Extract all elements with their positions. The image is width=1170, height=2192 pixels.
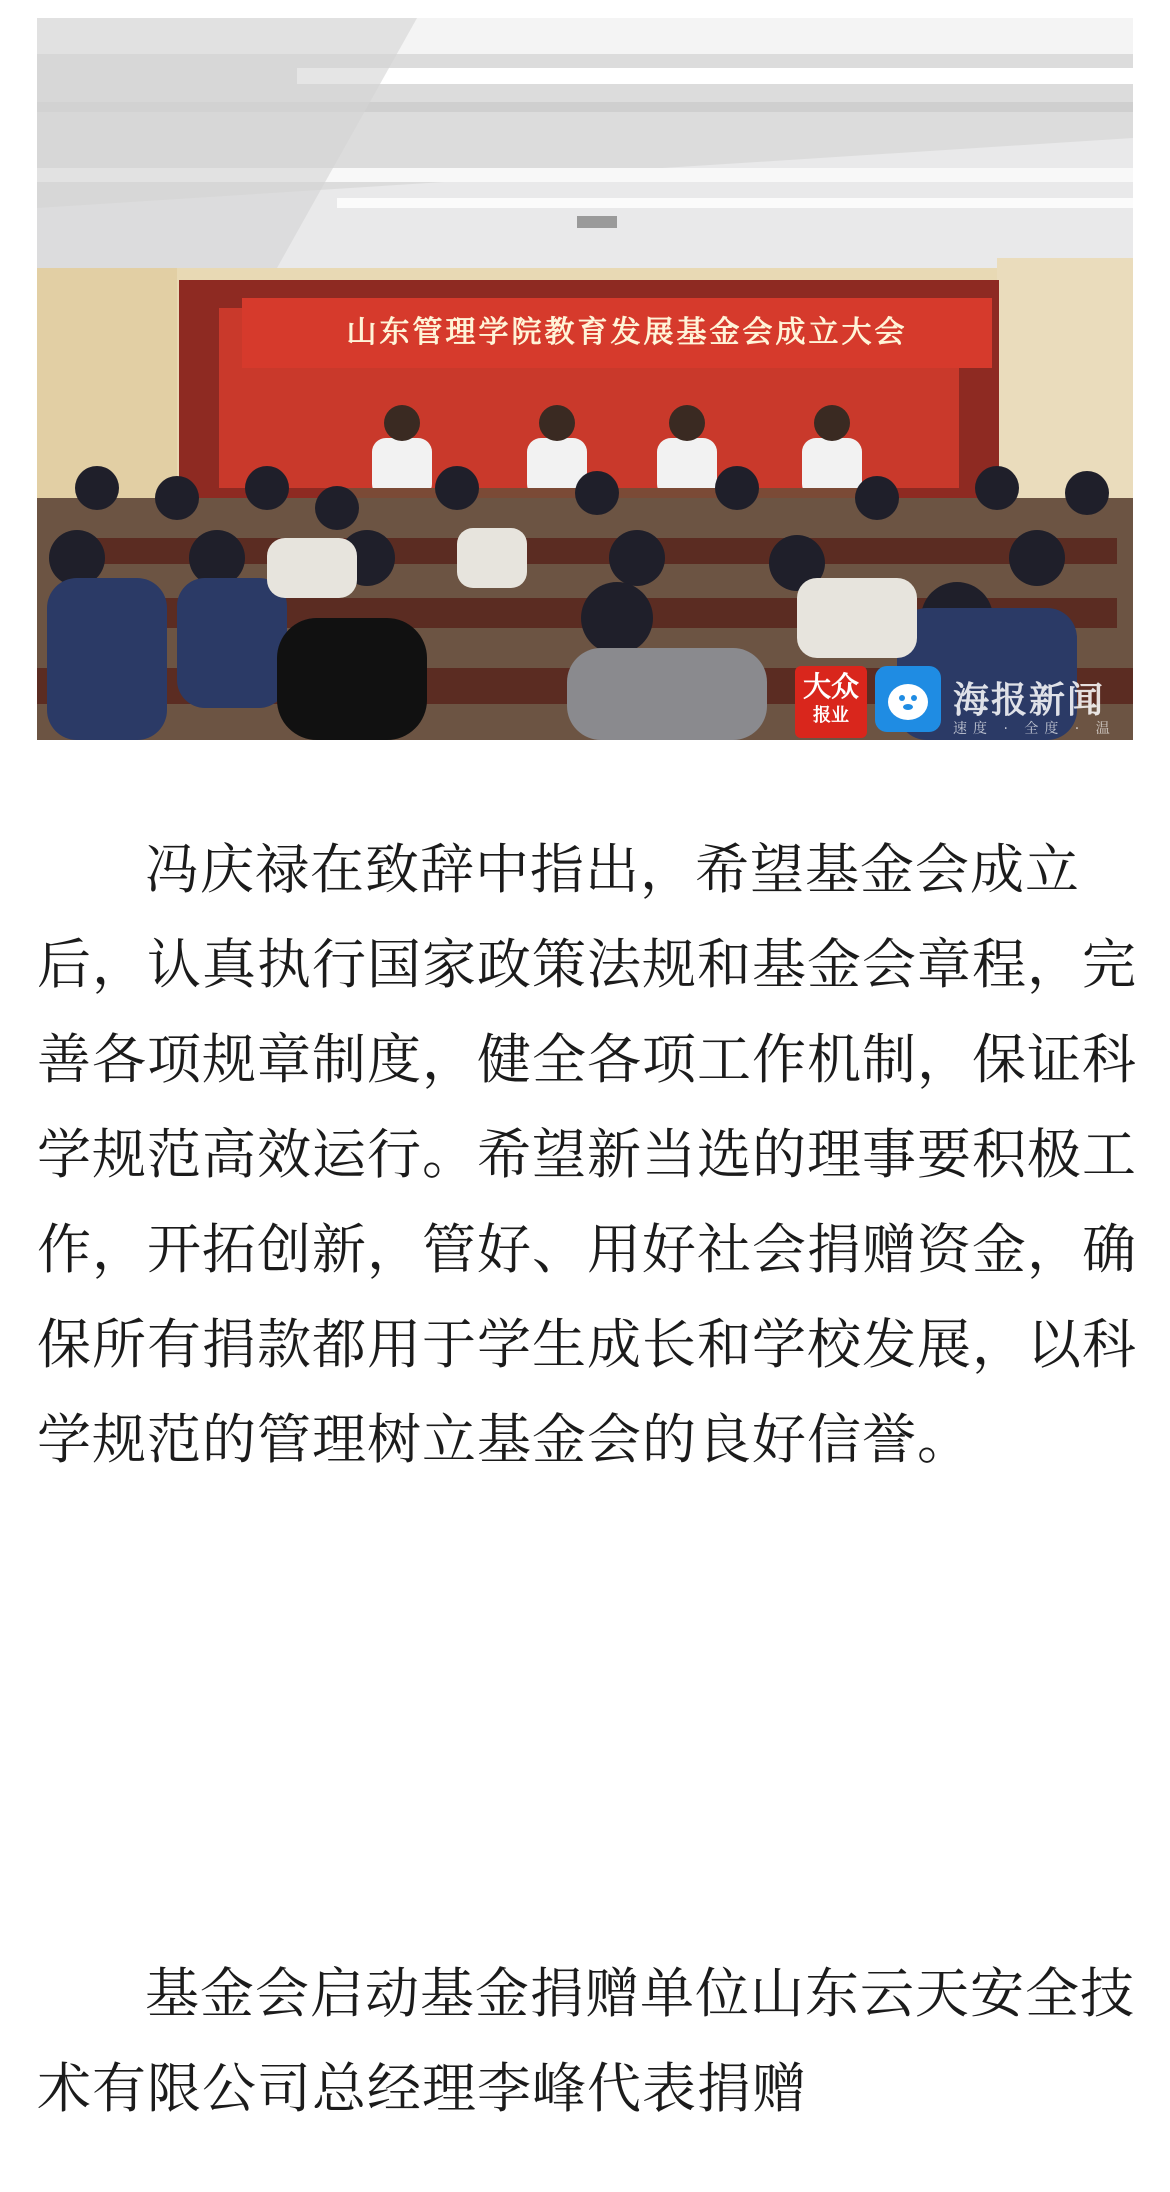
watermark-tagline: 速度 · 全度 · 温度 bbox=[953, 721, 1116, 757]
meeting-hall-illustration bbox=[37, 18, 1133, 740]
logo-text-bottom: 报业 bbox=[813, 705, 849, 726]
dazhong-baoye-logo bbox=[795, 666, 867, 738]
news-photo bbox=[37, 18, 1133, 757]
article-paragraph: 冯庆禄在致辞中指出，希望基金会成立后，认真执行国家政策法规和基金会章程，完善各项规章制度，健全各项工作机制，保证科学规范高效运行。希望新当选的理事要积极工作，开拓创新，管好、用好社会捐赠资金，确保所有捐款都用于学生成长和学校发展，以科学规范的管理树立基金会的良好信誉。 bbox=[37, 838, 1137, 1471]
watermark-brand: 海报新闻 bbox=[953, 680, 1106, 721]
meeting-banner-text: 山东管理学院教育发展基金会成立大会 bbox=[346, 315, 908, 350]
haibao-seal-icon bbox=[875, 666, 941, 732]
article-paragraph: 基金会启动基金捐赠单位山东云天安全技术有限公司总经理李峰代表捐赠 bbox=[37, 1962, 1135, 2120]
logo-text-top: 大众 bbox=[802, 670, 859, 703]
